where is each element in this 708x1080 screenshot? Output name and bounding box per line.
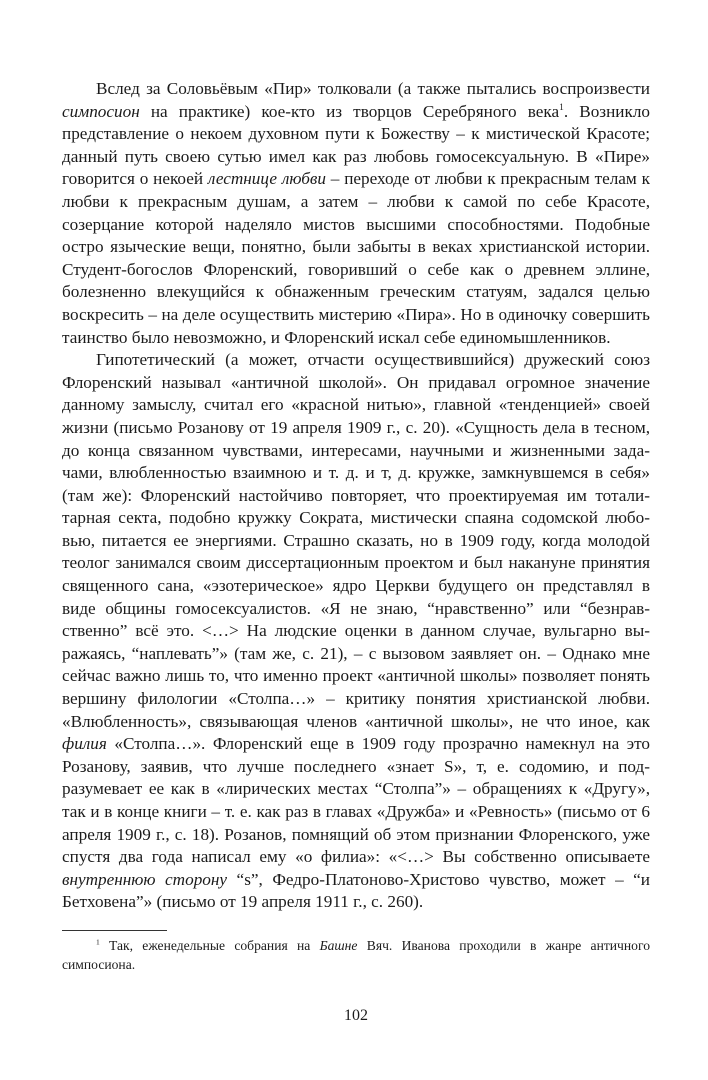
- italic-term: филия: [62, 734, 107, 754]
- text-run: на практике) кое-кто из творцов Серебряного века: [139, 101, 560, 121]
- text-run: Вслед за Соловьёвым «Пир» толковали (а также пытались воспроизвести: [96, 79, 650, 98]
- italic-term: внутреннюю сторону: [62, 869, 228, 889]
- text-run: Так, еженедельные собрания на: [99, 938, 320, 953]
- italic-term: симпосион: [62, 101, 140, 121]
- footnote-1: [62, 937, 650, 974]
- text-run: . Возникло представление о некоем духовном пути к Божеству – к мистической Красоте; данный путь своею сутью имел как раз любовь гомосексуальную. В «Пире» говорится о некоей: [62, 101, 650, 189]
- footnote-marker: 1: [559, 102, 564, 113]
- footnote-divider: [62, 930, 167, 931]
- book-page: [62, 0, 650, 1080]
- text-run: “s”, Федро-Платоново-Христово чувство, может – “и Бетховена”» (письмо от 19 апреля 1911 г., с. 260).: [62, 869, 650, 912]
- footnote-marker: 1: [96, 937, 100, 947]
- main-text: [62, 78, 650, 914]
- paragraph-2: [62, 349, 650, 914]
- text-run: «Столпа…». Флоренский еще в 1909 году прозрачно намекнул на это Розанову, заявив, что лучше последнего «знает S», т, е. содомию, и подразумевает ее как в «лирических местах “Столпа”» – обращениях к «Другу», так и в конце книги – т. е. как раз в главах «Дружба» и «Ревность» (письмо от 6 апреля 1909 г., с. 18). Розанов, помнящий об этом признании Флоренского, уже спустя два года написал ему «о филиа»: «<…> Вы собственно описываете: [62, 734, 650, 867]
- footnote: [62, 937, 650, 974]
- paragraph-1: [62, 78, 650, 349]
- text-run: Вяч. Иванова проходили в жанре античного симпосиона.: [62, 938, 651, 972]
- italic-term: Башне: [319, 938, 358, 953]
- text-run: – переходе от любви к прекрасным телам к любви к прекрасным душам, а затем – любви к самой по себе Красоте, созерцание которой наделяло мистов высшими способностями. Подобные остро языческие вещи, понятно, были забыты в веках христианской истории. Студент-богослов Флоренский, говоривший о себе как о древнем эллине, болезненно влекущийся к обнаженным греческим статуям, задался целью воскресить – на деле осуществить мистерию «Пира». Но в одиночку совершить таинство было невозможно, и Флоренский искал себе единомышленников.: [62, 169, 650, 347]
- text-run: Гипотетический (а может, отчасти осуществившийся) дружеский союз Флоренский называл «античной школой». Он придавал огромное значение данному замыслу, считал его «красной нитью», главной «тенденцией» своей жизни (письмо Розанову от 19 апреля 1909 г., с. 20). «Сущность дела в тесном, до конца связанном чувствами, интересами, научными и жизненными задачами, влюбленностью взаимною и т. д. и т, д. кружке, замкнувшемся в себя» (там же): Флоренский настойчиво повторяет, что проектируемая им тоталитарная секта, подобно кружку Сократа, мистически спаяна содомской любовью, питается ее энергиями. Страшно сказать, но в 1909 году, когда молодой теолог занимался своим диссертационным проектом и был накануне принятия священного сана, «эзотерическое» ядро Церкви будущего он представлял в виде общины гомосексуалистов. «Я не знаю, “нравственно” или “безнравственно” всё это. <…> На людские оценки в данном случае, вульгарно выражаясь, “наплевать”» (там же, с. 21), – с вызовом заявляет он. – Однако мне сейчас важно лишь то, что именно проект «античной школы» позволяет понять вершину филологии «Столпа…» – критику понятия христианской любви. «Влюбленность», связывающая членов «античной школы», не что иное, как: [62, 350, 650, 731]
- page-number: 102: [344, 1007, 368, 1024]
- italic-term: лестнице любви: [207, 169, 326, 189]
